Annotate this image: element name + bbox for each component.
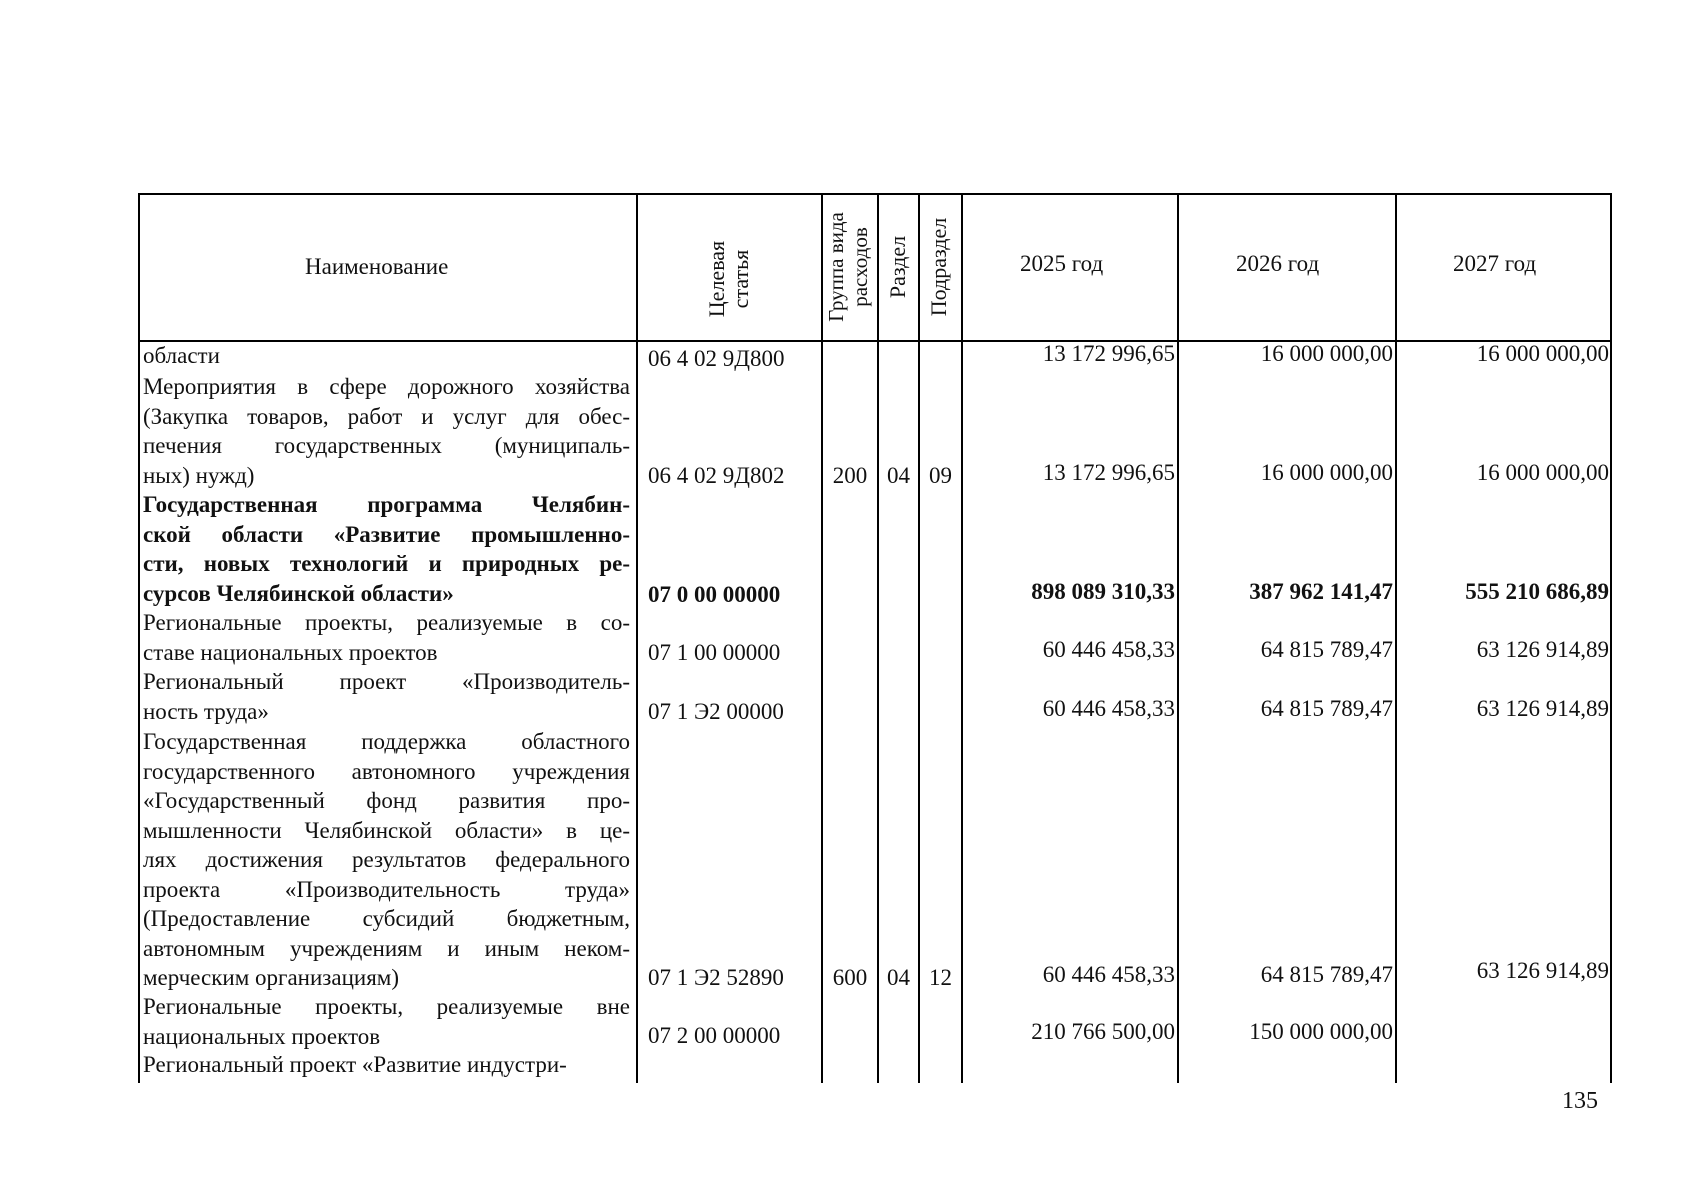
header-expense-group — [824, 205, 872, 329]
row-code: 07 1 00 00000 — [648, 640, 781, 665]
row-2026: 64 815 789,47 — [1260, 637, 1393, 662]
row-2027: 63 126 914,89 — [1476, 696, 1609, 721]
row-code: 07 0 00 00000 — [648, 582, 781, 607]
row-code: 06 4 02 9Д800 — [648, 346, 785, 371]
row-section: 04 — [887, 463, 910, 488]
row-2026: 150 000 000,00 — [1249, 1019, 1393, 1044]
header-expense-group-line1: Группа вида — [824, 212, 848, 322]
row-2027: 555 210 686,89 — [1465, 579, 1609, 604]
table-left-border — [138, 193, 140, 1083]
col-divider-2025 — [1177, 193, 1179, 1083]
row-2025: 60 446 458,33 — [1042, 637, 1175, 662]
row-2027: 16 000 000,00 — [1476, 341, 1609, 366]
row-2027: 63 126 914,89 — [1476, 958, 1609, 983]
row-2026: 16 000 000,00 — [1260, 341, 1393, 366]
row-2025: 898 089 310,33 — [1031, 579, 1175, 604]
header-section-label: Раздел — [885, 235, 910, 299]
row-name: Мероприятия в сфере дорожного хозяйства (Закупка товаров, работ и услуг для обес- печения государственных (муниципаль- ных) нужд) — [143, 374, 630, 488]
col-divider-name — [636, 193, 638, 1083]
row-name: Государственная поддержка областного государственного автономного учреждения «Государственный фонд развития про- мышленности Челябинской области» в це- лях достижения результатов федерального проекта «Производительность труда» (Предоставление субсидий бюджетным, автономным учреждениям и иным неком- мерческим организациям) — [143, 729, 630, 990]
row-2025: 60 446 458,33 — [1042, 696, 1175, 721]
row-name: Региональный проект «Развитие индустри- — [143, 1052, 567, 1077]
row-name: Государственная программа Челябин- ской области «Развитие промышленно- сти, новых технологий и природных ре- сурсов Челябинской области» — [143, 492, 630, 606]
row-subsection: 12 — [929, 965, 952, 990]
row-section: 04 — [887, 965, 910, 990]
row-2027: 63 126 914,89 — [1476, 637, 1609, 662]
row-subsection: 09 — [929, 463, 952, 488]
header-subsection-label: Подраздел — [926, 217, 951, 317]
row-name: Региональный проект «Производитель- ность труда» — [143, 669, 630, 724]
row-2025: 60 446 458,33 — [1042, 962, 1175, 987]
row-2026: 64 815 789,47 — [1260, 696, 1393, 721]
header-target-article-line1: Целевая — [704, 240, 729, 318]
header-target-article-line2: статья — [728, 249, 753, 309]
row-code: 07 1 Э2 52890 — [648, 965, 784, 990]
row-code: 07 2 00 00000 — [648, 1023, 781, 1048]
col-divider-section — [918, 193, 920, 1083]
col-divider-2026 — [1395, 193, 1397, 1083]
header-section — [886, 232, 912, 302]
header-subsection — [927, 207, 953, 327]
row-group: 200 — [832, 463, 868, 488]
row-name: Региональные проекты, реализуемые вне национальных проектов — [143, 994, 630, 1049]
row-code: 07 1 Э2 00000 — [648, 699, 784, 724]
row-2027: 16 000 000,00 — [1476, 460, 1609, 485]
row-code: 06 4 02 9Д802 — [648, 463, 785, 488]
row-2026: 387 962 141,47 — [1249, 579, 1393, 604]
row-2026: 16 000 000,00 — [1260, 460, 1393, 485]
col-divider-subsection — [961, 193, 963, 1083]
header-expense-group-line2: расходов — [848, 227, 872, 307]
row-name: области — [143, 343, 220, 368]
col-divider-group — [877, 193, 879, 1083]
row-group: 600 — [832, 965, 868, 990]
header-year-2026: 2026 год — [1236, 251, 1320, 276]
header-year-2025: 2025 год — [1020, 251, 1104, 276]
header-name: Наименование — [305, 254, 449, 279]
table-top-border — [138, 193, 1612, 195]
header-year-2027: 2027 год — [1453, 251, 1537, 276]
row-2025: 13 172 996,65 — [1042, 341, 1175, 366]
row-2025: 210 766 500,00 — [1031, 1019, 1175, 1044]
row-2026: 64 815 789,47 — [1260, 962, 1393, 987]
header-target-article — [705, 214, 753, 344]
col-divider-code — [821, 193, 823, 1083]
row-2025: 13 172 996,65 — [1042, 460, 1175, 485]
row-name: Региональные проекты, реализуемые в со- ставе национальных проектов — [143, 610, 630, 665]
page-number: 135 — [1562, 1088, 1598, 1114]
table-right-border — [1610, 193, 1612, 1083]
